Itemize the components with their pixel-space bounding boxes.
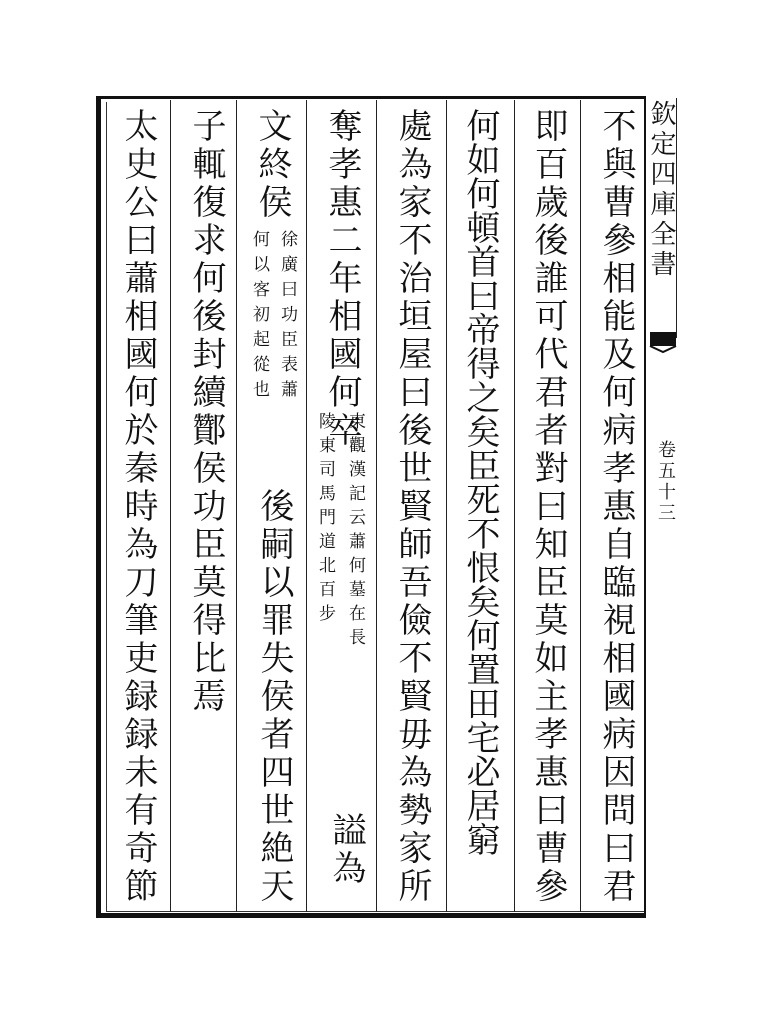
text-column	[386, 108, 438, 908]
column-text: 奪孝惠二年相國何卒	[322, 108, 362, 450]
column-rule	[236, 100, 237, 912]
column-rule	[580, 100, 581, 912]
column-rule	[306, 100, 307, 912]
fish-tail-ornament	[648, 328, 678, 354]
column-tail-text: 謚為	[326, 812, 366, 888]
column-rule	[170, 100, 171, 912]
text-column	[590, 108, 642, 908]
text-column	[112, 108, 164, 908]
column-text: 何如何頓首曰帝得之矣臣死不恨矣何置田宅必居窮	[460, 108, 500, 856]
book-title: 欽定四庫全書	[646, 100, 676, 280]
commentary-line-b: 陵東司馬門道北百步	[315, 412, 335, 628]
column-text: 文終侯	[252, 108, 292, 222]
text-column	[180, 108, 232, 908]
juan-number: 卷五十三	[655, 440, 676, 524]
commentary-line-a: 徐廣曰功臣表蕭	[277, 230, 297, 405]
column-rule	[514, 100, 515, 912]
column-text: 處為家不治垣屋曰後世賢師吾儉不賢毋為勢家所	[392, 108, 432, 906]
commentary-line-b: 何以客初起從也	[249, 230, 269, 405]
column-text: 子輒復求何後封續酇侯功臣莫得比焉	[186, 108, 226, 716]
text-column	[522, 108, 574, 908]
commentary-line-a: 東觀漢記云蕭何墓在長	[345, 412, 365, 652]
column-text: 即百歲後誰可代君者對曰知臣莫如主孝惠曰曹參	[528, 108, 568, 906]
column-text: 太史公曰蕭相國何於秦時為刀筆吏録録未有奇節	[118, 108, 158, 906]
column-text: 不與曹參相能及何病孝惠自臨視相國病因問曰君	[596, 108, 636, 906]
column-rule	[446, 100, 447, 912]
column-tail-text: 後嗣以罪失侯者四世絶天	[254, 488, 294, 906]
text-column	[454, 108, 506, 908]
column-rule	[376, 100, 377, 912]
